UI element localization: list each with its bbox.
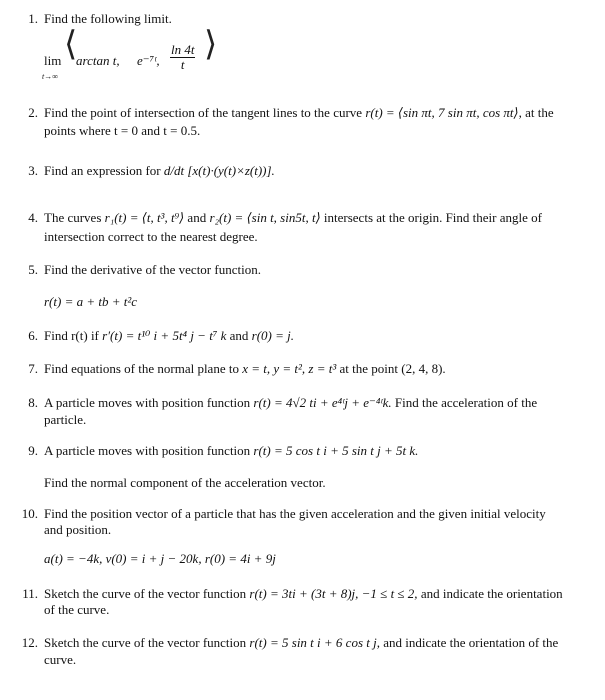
equation: r₁(t) = ⟨t, t³, t⁹⟩ (104, 210, 185, 225)
problem-number: 8. (28, 395, 38, 410)
problem-number: 7. (28, 361, 38, 376)
text-segment: and indicate the orientation (417, 586, 563, 601)
equation: r′(t) = t¹⁰ i + 5t⁴ j − t⁷ k (102, 328, 227, 343)
equation: d/dt [x(t)·(y(t)×z(t))]. (163, 163, 275, 178)
problem-text (44, 394, 589, 411)
problem-text-line2: points where t = 0 and t = 0.5. (44, 123, 201, 138)
problem-number: 5. (28, 262, 38, 277)
problem-text-line2: curve. (44, 652, 77, 667)
text-segment: A particle moves with position function (44, 395, 254, 410)
text-segment: and (184, 210, 210, 225)
problem-text (44, 634, 589, 651)
problem-text: Find the derivative of the vector function. (44, 262, 261, 277)
problem-text-line2: and position. (44, 522, 112, 537)
problem-number: 1. (28, 11, 38, 26)
problem-number: 12. (21, 635, 38, 650)
equation: r(t) = ⟨sin πt, 7 sin πt, cos πt⟩ (365, 105, 519, 120)
problem-text (44, 209, 589, 226)
equation: a(t) = −4k, v(0) = i + j − 20k, r(0) = 4i + 9j (44, 551, 276, 566)
text-segment: and (226, 328, 252, 343)
text-segment: Find equations of the normal plane to (44, 361, 243, 376)
problem-text-line2: particle. (44, 412, 87, 427)
text-segment: Sketch the curve of the vector function (44, 635, 250, 650)
text-segment: The curves (44, 210, 105, 225)
text-segment: A particle moves with position function (44, 443, 254, 458)
text-segment: , at the (518, 105, 554, 120)
fraction-numerator: ln 4t (171, 42, 195, 57)
equation: r(t) = 5 sin t i + 6 cos t j, (249, 635, 380, 650)
limit-term-arctan: arctan t, (76, 53, 120, 68)
text-segment: Sketch the curve of the vector function (44, 586, 250, 601)
problem-text (44, 162, 589, 179)
problem-text: Find the following limit. (44, 11, 172, 26)
problem-text-line2: Find the normal component of the acceleration vector. (44, 475, 326, 490)
problem-text (44, 585, 589, 602)
left-angle-bracket: ⟨ (64, 26, 78, 63)
problem-number: 10. (21, 506, 38, 521)
text-segment: Find r(t) if (44, 328, 103, 343)
problem-text (44, 442, 589, 459)
lim-operator: lim (44, 53, 62, 68)
problem-text-line2: of the curve. (44, 602, 110, 617)
equation: r₂(t) = ⟨sin t, sin5t, t⟩ (209, 210, 321, 225)
problem-number: 4. (28, 210, 38, 225)
fraction-denominator: t (180, 57, 185, 72)
text-segment: Find the acceleration of the (391, 395, 538, 410)
problem-number: 2. (28, 105, 38, 120)
problem-text: Find the position vector of a particle that has the given acceleration and the given initial velocity (44, 506, 546, 521)
lim-subscript: t→∞ (42, 72, 58, 81)
limit-expression (42, 26, 344, 84)
problem-number: 6. (28, 328, 38, 343)
equation: r(t) = 5 cos t i + 5 sin t j + 5t k. (253, 443, 419, 458)
problem-text-line2: intersection correct to the nearest degree. (44, 229, 258, 244)
text-segment: at the point (2, 4, 8). (336, 361, 446, 376)
equation: r(t) = 4√2 ti + e⁴ᵗj + e⁻⁴ᵗk. (253, 395, 392, 410)
problem-number: 3. (28, 163, 38, 178)
equation: x = t, y = t², z = t³ (242, 361, 337, 376)
equation: r(0) = j. (251, 328, 294, 343)
equation: r(t) = 3ti + (3t + 8)j, −1 ≤ t ≤ 2, (249, 586, 418, 601)
problem-text (44, 104, 589, 121)
limit-term-exp: e⁻⁷ᵗ, (137, 53, 160, 68)
equation: r(t) = a + tb + t²c (44, 294, 138, 309)
text-segment: Find an expression for (44, 163, 164, 178)
limit-fraction (170, 43, 195, 72)
problem-number: 11. (22, 586, 38, 601)
problem-text (44, 360, 589, 377)
text-segment: and indicate the orientation of the (379, 635, 559, 650)
text-segment: intersects at the origin. Find their angle of (320, 210, 542, 225)
right-angle-bracket: ⟩ (204, 26, 218, 63)
text-segment: Find the point of intersection of the tangent lines to the curve (44, 105, 366, 120)
problem-text (44, 327, 589, 344)
problem-number: 9. (28, 443, 38, 458)
